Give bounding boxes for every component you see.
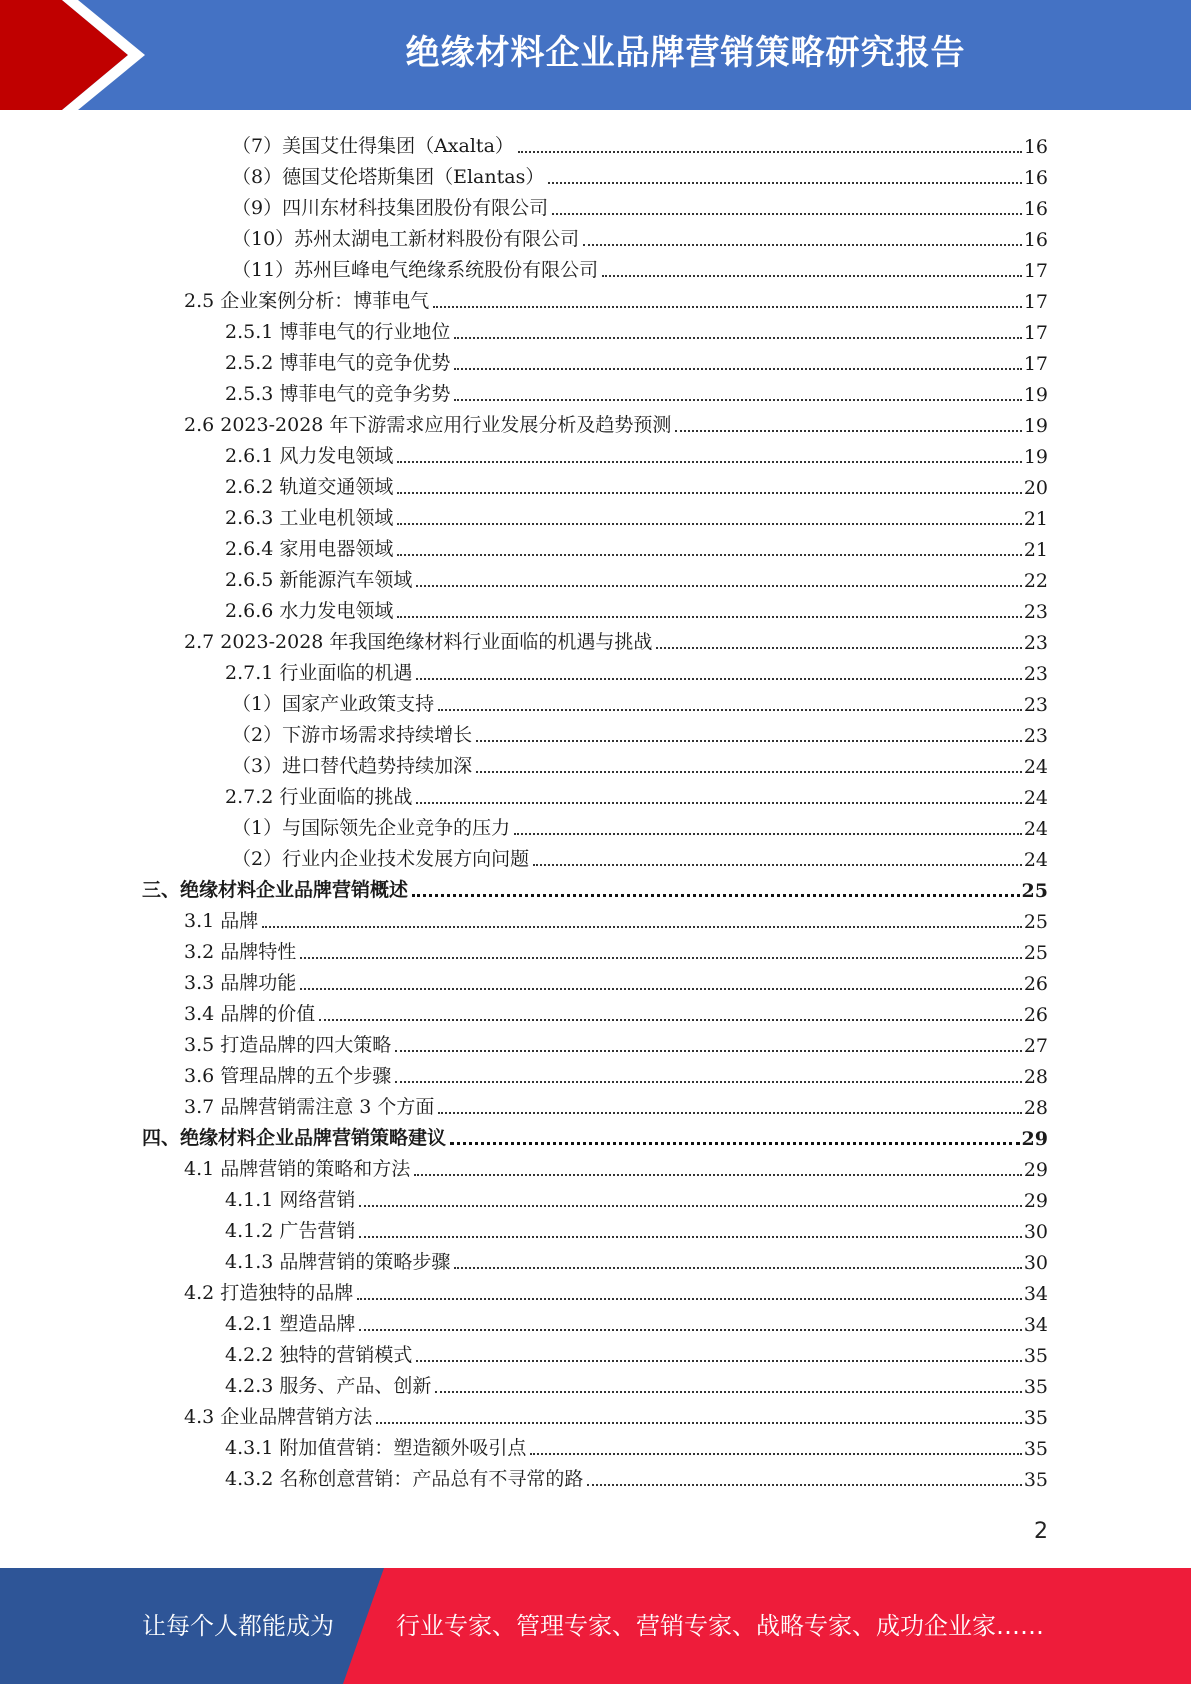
toc-entry-page: 34 <box>1023 1283 1048 1305</box>
toc-entry[interactable] <box>184 964 1048 995</box>
toc-leader-dots <box>319 999 1022 1021</box>
toc-leader-dots <box>675 410 1021 432</box>
toc-entry-label: 4.1.1 网络营销 <box>225 1189 356 1211</box>
toc-entry[interactable] <box>225 499 1048 530</box>
toc-leader-dots <box>454 379 1021 401</box>
header-arrow-icon <box>0 0 150 110</box>
toc-leader-dots <box>357 1278 1022 1300</box>
toc-entry-page: 23 <box>1023 601 1048 623</box>
toc-entry[interactable] <box>232 251 1048 282</box>
toc-entry[interactable] <box>232 189 1048 220</box>
toc-leader-dots <box>359 1216 1021 1238</box>
toc-leader-dots <box>376 1402 1022 1424</box>
toc-entry-page: 17 <box>1023 322 1048 344</box>
report-title: 绝缘材料企业品牌营销策略研究报告 <box>405 33 966 73</box>
toc-entry-label: 4.1 品牌营销的策略和方法 <box>184 1158 411 1180</box>
toc-leader-dots <box>476 751 1022 773</box>
toc-entry-label: （2）行业内企业技术发展方向问题 <box>232 848 530 870</box>
toc-leader-dots <box>397 441 1021 463</box>
toc-entry-page: 23 <box>1023 663 1048 685</box>
toc-entry-page: 28 <box>1023 1066 1048 1088</box>
toc-entry-label: 3.4 品牌的价值 <box>184 1003 316 1025</box>
toc-leader-dots <box>476 720 1022 742</box>
toc-entry[interactable] <box>225 1336 1048 1367</box>
toc-entry-label: 2.6.4 家用电器领域 <box>225 538 394 560</box>
toc-entry-label: （9）四川东材科技集团股份有限公司 <box>232 197 549 219</box>
toc-leader-dots <box>518 131 1022 153</box>
toc-entry-label: 2.6.3 工业电机领域 <box>225 507 394 529</box>
toc-entry[interactable] <box>225 530 1048 561</box>
toc-entry-page: 16 <box>1023 167 1048 189</box>
toc-entry-page: 35 <box>1023 1376 1048 1398</box>
toc-entry-label: （1）与国际领先企业竞争的压力 <box>232 817 511 839</box>
toc-leader-dots <box>438 1092 1021 1114</box>
toc-entry[interactable] <box>184 282 1048 313</box>
toc-leader-dots <box>397 534 1021 556</box>
toc-leader-dots <box>602 255 1022 277</box>
toc-entry[interactable] <box>184 1026 1048 1057</box>
toc-entry-label: 2.5.1 博菲电气的行业地位 <box>225 321 451 343</box>
toc-entry-label: 四、绝缘材料企业品牌营销策略建议 <box>142 1127 447 1149</box>
toc-entry-page: 21 <box>1023 539 1048 561</box>
toc-entry[interactable] <box>225 1460 1048 1491</box>
toc-entry-page: 24 <box>1023 756 1048 778</box>
toc-entry-page: 35 <box>1023 1469 1048 1491</box>
toc-entry-label: 4.1.2 广告营销 <box>225 1220 356 1242</box>
toc-leader-dots <box>656 627 1021 649</box>
page-footer <box>0 1568 1191 1684</box>
toc-entry[interactable] <box>225 344 1048 375</box>
toc-entry-label: 2.5.3 博菲电气的竞争劣势 <box>225 383 451 405</box>
toc-entry[interactable] <box>225 1181 1048 1212</box>
toc-entry[interactable] <box>225 1243 1048 1274</box>
toc-entry[interactable] <box>225 592 1048 623</box>
toc-entry-page: 16 <box>1023 198 1048 220</box>
toc-entry[interactable] <box>232 685 1048 716</box>
toc-entry-page: 19 <box>1023 446 1048 468</box>
toc-leader-dots <box>416 658 1021 680</box>
toc-leader-dots <box>412 874 1020 897</box>
toc-entry-label: 2.6.1 风力发电领域 <box>225 445 394 467</box>
toc-leader-dots <box>416 565 1021 587</box>
toc-entry-label: （7）美国艾仕得集团（Axalta） <box>232 135 514 157</box>
toc-entry-page: 35 <box>1023 1345 1048 1367</box>
toc-entry[interactable] <box>232 809 1048 840</box>
toc-entry-label: 3.2 品牌特性 <box>184 941 297 963</box>
toc-entry[interactable] <box>225 654 1048 685</box>
toc-entry-page: 17 <box>1023 353 1048 375</box>
toc-entry-page: 17 <box>1023 291 1048 313</box>
toc-entry-label: 4.3.1 附加值营销：塑造额外吸引点 <box>225 1437 527 1459</box>
toc-leader-dots <box>454 317 1021 339</box>
toc-leader-dots <box>262 906 1022 928</box>
toc-entry-page: 24 <box>1023 849 1048 871</box>
toc-entry[interactable] <box>225 468 1048 499</box>
toc-entry-page: 34 <box>1023 1314 1048 1336</box>
toc-entry[interactable] <box>225 313 1048 344</box>
toc-entry-page: 28 <box>1023 1097 1048 1119</box>
toc-entry-label: （10）苏州太湖电工新材料股份有限公司 <box>232 228 580 250</box>
toc-leader-dots <box>416 1340 1021 1362</box>
toc-leader-dots <box>454 348 1021 370</box>
toc-leader-dots <box>395 1061 1022 1083</box>
toc-leader-dots <box>587 1464 1021 1486</box>
toc-entry[interactable] <box>184 933 1048 964</box>
toc-entry[interactable] <box>225 1212 1048 1243</box>
toc-entry-page: 35 <box>1023 1407 1048 1429</box>
toc-entry[interactable] <box>184 1274 1048 1305</box>
toc-entry-label: （2）下游市场需求持续增长 <box>232 724 473 746</box>
toc-entry-label: 2.5.2 博菲电气的竞争优势 <box>225 352 451 374</box>
toc-leader-dots <box>300 968 1022 990</box>
toc-entry[interactable] <box>184 902 1048 933</box>
toc-entry-label: 4.1.3 品牌营销的策略步骤 <box>225 1251 451 1273</box>
toc-entry-page: 17 <box>1023 260 1048 282</box>
toc-leader-dots <box>416 782 1021 804</box>
toc-entry[interactable] <box>225 437 1048 468</box>
toc-entry[interactable] <box>232 716 1048 747</box>
toc-entry-label: 2.6.2 轨道交通领域 <box>225 476 394 498</box>
toc-entry-label: 3.1 品牌 <box>184 910 259 932</box>
toc-entry[interactable] <box>225 1305 1048 1336</box>
toc-entry[interactable] <box>184 1088 1048 1119</box>
toc-entry-label: （1）国家产业政策支持 <box>232 693 435 715</box>
page-header <box>0 0 1191 110</box>
toc-entry-label: 3.6 管理品牌的五个步骤 <box>184 1065 392 1087</box>
toc-entry-page: 23 <box>1023 694 1048 716</box>
toc-entry-label: （11）苏州巨峰电气绝缘系统股份有限公司 <box>232 259 599 281</box>
toc-entry-page: 21 <box>1023 508 1048 530</box>
toc-entry-label: 2.7.1 行业面临的机遇 <box>225 662 413 684</box>
toc-entry-page: 19 <box>1023 384 1048 406</box>
toc-entry-page: 25 <box>1023 942 1048 964</box>
toc-entry-page: 29 <box>1023 1159 1048 1181</box>
toc-leader-dots <box>397 596 1021 618</box>
toc-leader-dots <box>548 162 1021 184</box>
toc-entry-label: 2.7 2023-2028 年我国绝缘材料行业面临的机遇与挑战 <box>184 631 653 653</box>
toc-entry-page: 29 <box>1021 1128 1048 1150</box>
toc-entry[interactable] <box>232 840 1048 871</box>
toc-leader-dots <box>397 503 1021 525</box>
toc-entry-label: 3.7 品牌营销需注意 3 个方面 <box>184 1096 435 1118</box>
toc-leader-dots <box>450 1122 1020 1145</box>
toc-entry-page: 23 <box>1023 632 1048 654</box>
toc-leader-dots <box>359 1309 1021 1331</box>
toc-entry-page: 16 <box>1023 136 1048 158</box>
toc-entry-label: 4.3.2 名称创意营销：产品总有不寻常的路 <box>225 1468 584 1490</box>
toc-entry[interactable] <box>232 220 1048 251</box>
toc-entry-label: 4.2.3 服务、产品、创新 <box>225 1375 432 1397</box>
toc-leader-dots <box>438 689 1022 711</box>
toc-entry-page: 19 <box>1023 415 1048 437</box>
toc-entry-page: 22 <box>1023 570 1048 592</box>
toc-leader-dots <box>300 937 1022 959</box>
toc-entry[interactable] <box>232 127 1048 158</box>
toc-chapter-entry[interactable] <box>142 1119 1048 1150</box>
toc-leader-dots <box>433 286 1022 308</box>
toc-entry[interactable] <box>184 995 1048 1026</box>
toc-leader-dots <box>583 224 1022 246</box>
toc-entry[interactable] <box>225 778 1048 809</box>
toc-entry-label: 2.6.6 水力发电领域 <box>225 600 394 622</box>
toc-leader-dots <box>530 1433 1021 1455</box>
toc-entry-label: （8）德国艾伦塔斯集团（Elantas） <box>232 166 545 188</box>
toc-entry[interactable] <box>225 561 1048 592</box>
toc-entry-page: 30 <box>1023 1252 1048 1274</box>
footer-slogan-right: 行业专家、管理专家、营销专家、战略专家、成功企业家…… <box>396 1612 1044 1640</box>
toc-entry-page: 29 <box>1023 1190 1048 1212</box>
footer-slogan-left: 让每个人都能成为 <box>142 1612 334 1640</box>
toc-entry-page: 24 <box>1023 818 1048 840</box>
toc-entry-page: 24 <box>1023 787 1048 809</box>
toc-leader-dots <box>435 1371 1021 1393</box>
toc-leader-dots <box>395 1030 1022 1052</box>
toc-entry-label: 2.6 2023-2028 年下游需求应用行业发展分析及趋势预测 <box>184 414 672 436</box>
toc-entry[interactable] <box>225 375 1048 406</box>
toc-leader-dots <box>359 1185 1021 1207</box>
toc-entry-page: 30 <box>1023 1221 1048 1243</box>
toc-entry-label: 4.2.2 独特的营销模式 <box>225 1344 413 1366</box>
toc-entry[interactable] <box>184 1150 1048 1181</box>
toc-entry-label: 2.6.5 新能源汽车领域 <box>225 569 413 591</box>
toc-entry[interactable] <box>184 1398 1048 1429</box>
toc-entry[interactable] <box>232 158 1048 189</box>
toc-entry-label: 三、绝缘材料企业品牌营销概述 <box>142 879 409 901</box>
toc-entry-page: 25 <box>1023 911 1048 933</box>
toc-entry[interactable] <box>184 406 1048 437</box>
toc-entry[interactable] <box>184 1057 1048 1088</box>
toc-entry-label: 4.2.1 塑造品牌 <box>225 1313 356 1335</box>
toc-leader-dots <box>533 844 1022 866</box>
toc-leader-dots <box>414 1154 1022 1176</box>
toc-entry[interactable] <box>184 623 1048 654</box>
toc-entry-label: 4.3 企业品牌营销方法 <box>184 1406 373 1428</box>
toc-chapter-entry[interactable] <box>142 871 1048 902</box>
toc-entry-page: 26 <box>1023 973 1048 995</box>
toc-entry-label: 4.2 打造独特的品牌 <box>184 1282 354 1304</box>
toc-entry-page: 23 <box>1023 725 1048 747</box>
toc-entry-page: 20 <box>1023 477 1048 499</box>
page-number: 2 <box>1034 1519 1048 1544</box>
toc-entry-label: 3.5 打造品牌的四大策略 <box>184 1034 392 1056</box>
toc-entry-page: 16 <box>1023 229 1048 251</box>
toc-entry-label: 2.7.2 行业面临的挑战 <box>225 786 413 808</box>
toc-entry[interactable] <box>232 747 1048 778</box>
toc-entry-page: 26 <box>1023 1004 1048 1026</box>
toc-leader-dots <box>397 472 1021 494</box>
toc-leader-dots <box>514 813 1022 835</box>
toc-entry[interactable] <box>225 1367 1048 1398</box>
toc-leader-dots <box>454 1247 1021 1269</box>
toc-entry-label: 2.5 企业案例分析：博菲电气 <box>184 290 430 312</box>
toc-entry[interactable] <box>225 1429 1048 1460</box>
toc-entry-label: 3.3 品牌功能 <box>184 972 297 994</box>
toc-entry-page: 35 <box>1023 1438 1048 1460</box>
toc-entry-page: 25 <box>1021 880 1048 902</box>
toc-entry-label: （3）进口替代趋势持续加深 <box>232 755 473 777</box>
toc-leader-dots <box>552 193 1022 215</box>
toc-entry-page: 27 <box>1023 1035 1048 1057</box>
